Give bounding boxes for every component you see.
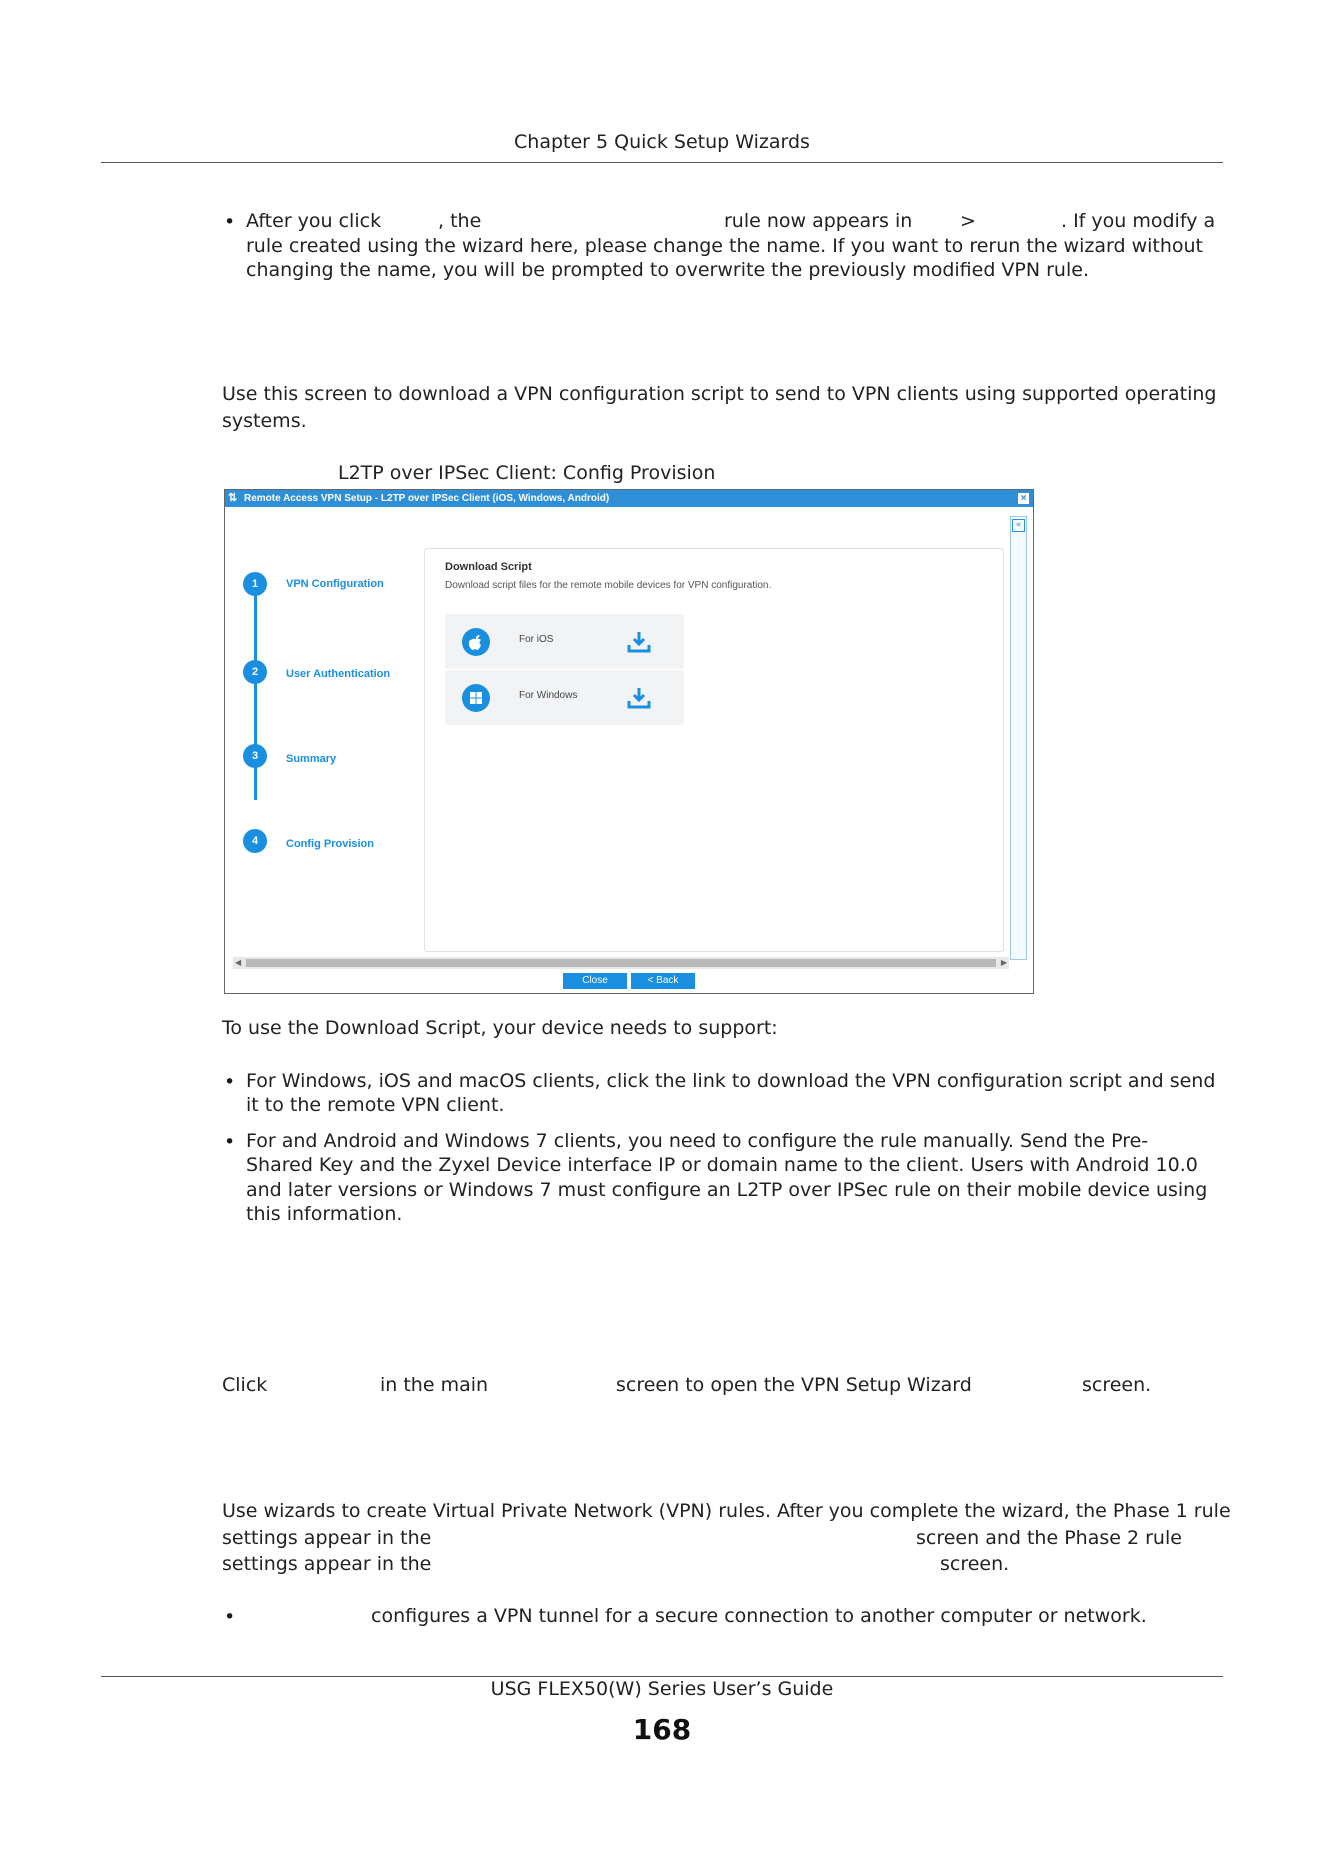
page-number: 168	[632, 1713, 692, 1746]
wizard-titlebar	[225, 490, 1033, 507]
wizard-title: Remote Access VPN Setup - L2TP over IPSec Client (iOS, Windows, Android)	[244, 493, 610, 504]
chapter-header: Chapter 5 Quick Setup Wizards	[514, 131, 810, 153]
scroll-left-icon[interactable]: ◀	[235, 958, 242, 967]
click-text-d: screen.	[1082, 1374, 1152, 1396]
download-ios-label: For iOS	[519, 634, 554, 645]
figure-caption: L2TP over IPSec Client: Config Provision	[338, 462, 716, 484]
windows-icon	[462, 684, 490, 712]
bullet-marker: •	[224, 1071, 236, 1093]
bullet-marker: •	[224, 1131, 236, 1153]
bullet1-line2: rule created using the wizard here, please change the name. If you want to rerun the wizard without	[246, 235, 1203, 257]
bullet3-line4: this information.	[246, 1203, 403, 1225]
download-windows-card[interactable]	[445, 670, 684, 725]
footer-divider	[101, 1676, 1223, 1677]
intro-line2: systems.	[222, 410, 307, 432]
wizard-icon: ⇅	[228, 492, 238, 504]
header-divider	[101, 162, 1223, 163]
bullet4-text: configures a VPN tunnel for a secure connection to another computer or network.	[371, 1605, 1147, 1627]
bullet3-line3: and later versions or Windows 7 must configure an L2TP over IPSec rule on their mobile device using	[246, 1179, 1208, 1201]
step-1-dot: 1	[243, 572, 267, 596]
click-text-b: in the main	[380, 1374, 489, 1396]
wizard-screenshot	[224, 489, 1034, 994]
wizards-line3-b: screen.	[940, 1553, 1010, 1575]
bullet3-line1: For and Android and Windows 7 clients, you need to configure the rule manually. Send the Pre-	[246, 1130, 1149, 1152]
download-panel	[424, 548, 1004, 952]
click-text-c: screen to open the VPN Setup Wizard	[616, 1374, 972, 1396]
footer-guide: USG FLEX50(W) Series User’s Guide	[490, 1678, 834, 1700]
download-ios-card[interactable]	[445, 614, 684, 669]
support-intro: To use the Download Script, your device needs to support:	[222, 1017, 778, 1039]
download-windows-label: For Windows	[519, 690, 578, 701]
wizards-line1: Use wizards to create Virtual Private Network (VPN) rules. After you complete the wizard, the Phase 1 rule	[222, 1500, 1231, 1522]
wizards-line3-a: settings appear in the	[222, 1553, 432, 1575]
wizards-line2-b: screen and the Phase 2 rule	[916, 1527, 1182, 1549]
bullet3-line2: Shared Key and the Zyxel Device interface IP or domain name to the client. Users with Android 10.0	[246, 1154, 1198, 1176]
intro-line1: Use this screen to download a VPN configuration script to send to VPN clients using supported operating	[222, 383, 1217, 405]
step-4-label[interactable]: Config Provision	[286, 838, 374, 850]
horizontal-scrollbar[interactable]	[233, 957, 1009, 969]
scroll-right-icon[interactable]: ▶	[1000, 958, 1007, 967]
bullet-marker: •	[224, 211, 236, 233]
bullet2-line2: it to the remote VPN client.	[246, 1094, 505, 1116]
panel-title: Download Script	[445, 561, 532, 573]
close-icon[interactable]: ×	[1018, 493, 1029, 504]
bullet1-text-a: After you click	[246, 210, 382, 232]
step-2-dot: 2	[243, 660, 267, 684]
wizards-line2-a: settings appear in the	[222, 1527, 432, 1549]
bullet-marker: •	[224, 1606, 236, 1628]
download-icon[interactable]	[626, 629, 652, 655]
close-button[interactable]: Close	[563, 973, 627, 989]
click-text-a: Click	[222, 1374, 268, 1396]
step-2-label[interactable]: User Authentication	[286, 668, 391, 680]
download-icon[interactable]	[626, 685, 652, 711]
bullet2-line1: For Windows, iOS and macOS clients, click the link to download the VPN configuration script and send	[246, 1070, 1216, 1092]
step-3-dot: 3	[243, 744, 267, 768]
scroll-thumb[interactable]	[246, 959, 996, 967]
collapse-icon[interactable]: «	[1012, 519, 1025, 532]
side-panel-toggle[interactable]	[1010, 516, 1027, 960]
bullet1-text-e: . If you modify a	[1061, 210, 1216, 232]
step-4-dot: 4	[243, 829, 267, 853]
bullet1-line3: changing the name, you will be prompted to overwrite the previously modified VPN rule.	[246, 259, 1089, 281]
bullet1-text-c: rule now appears in	[724, 210, 913, 232]
step-3-label[interactable]: Summary	[286, 753, 337, 765]
panel-description: Download script files for the remote mobile devices for VPN configuration.	[445, 580, 772, 591]
bullet1-text-b: , the	[438, 210, 482, 232]
bullet1-text-d: >	[960, 210, 976, 232]
step-1-label[interactable]: VPN Configuration	[286, 578, 384, 590]
apple-icon	[462, 628, 490, 656]
back-button[interactable]: < Back	[631, 973, 695, 989]
